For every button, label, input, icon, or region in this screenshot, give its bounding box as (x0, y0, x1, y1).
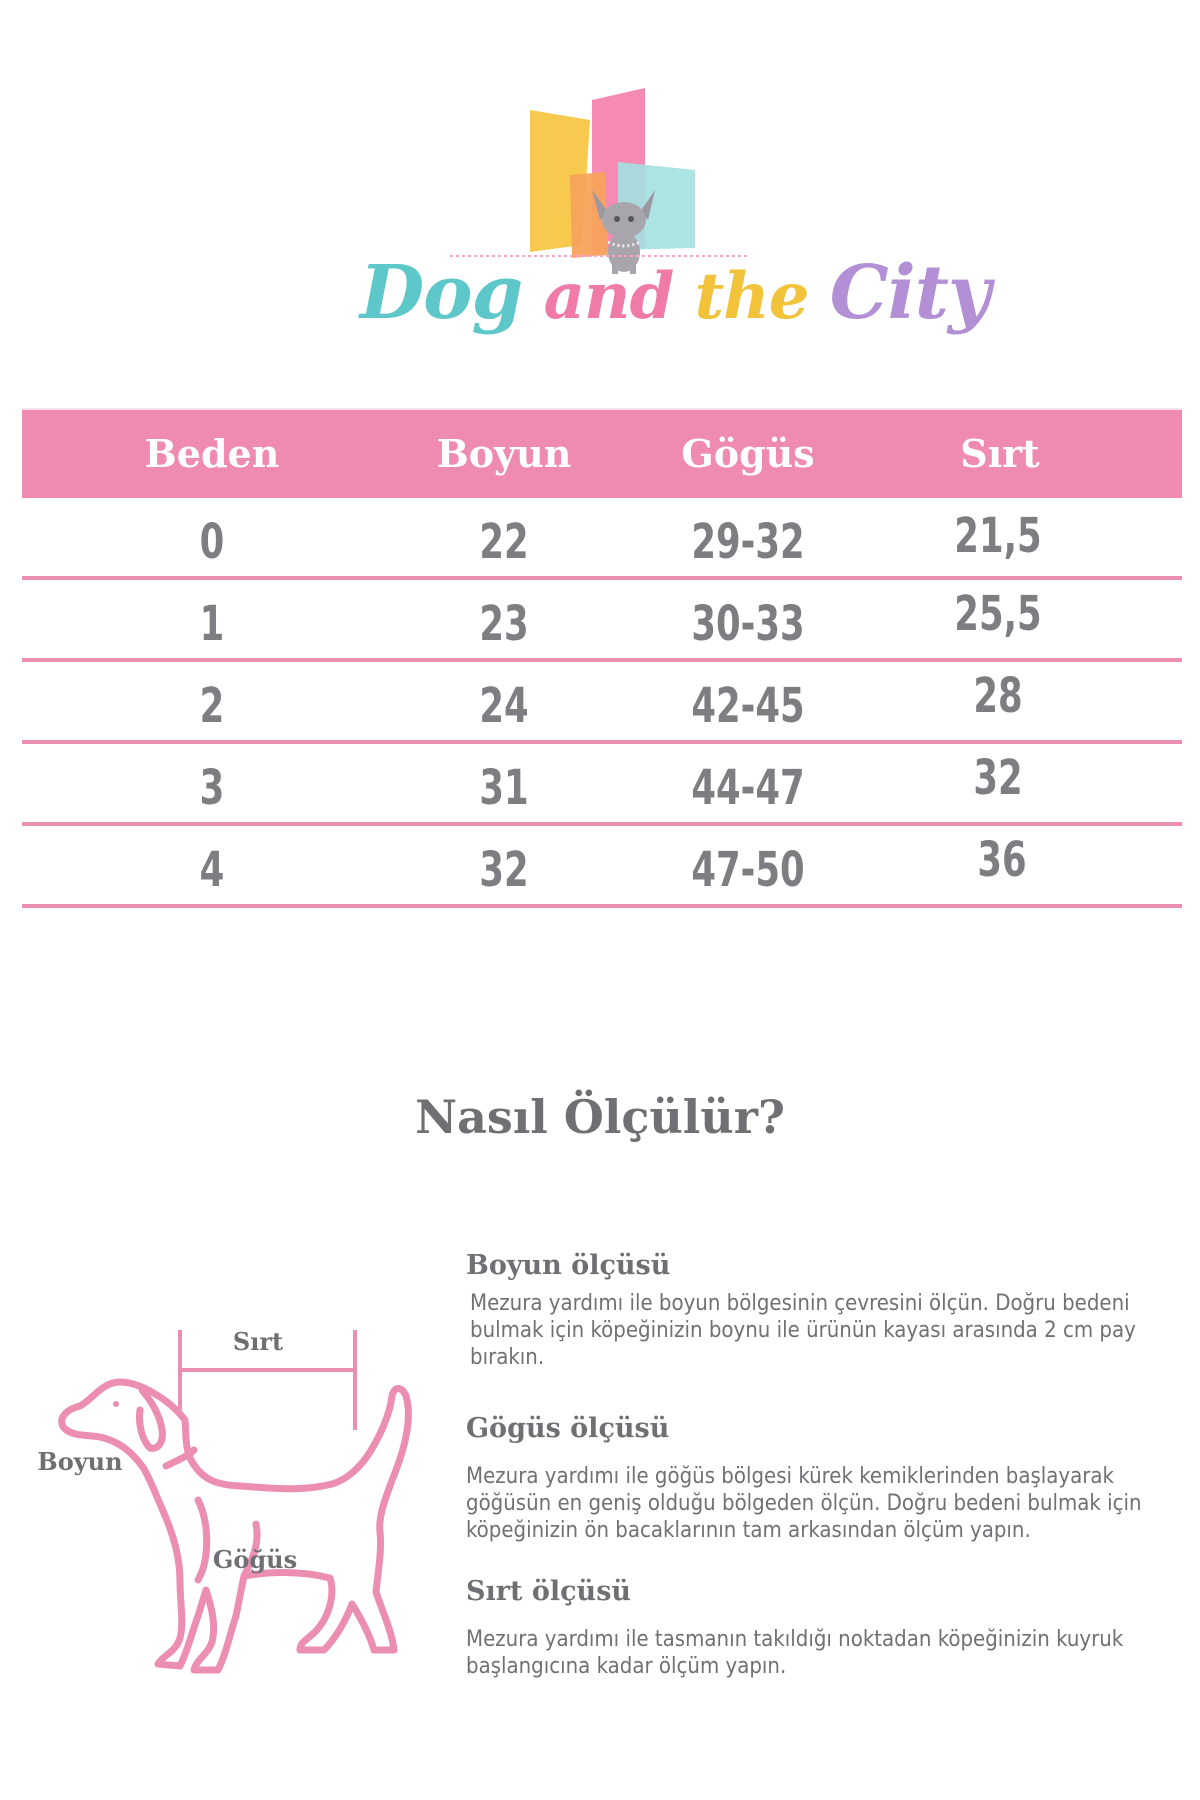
cell-boyun: 22 (479, 514, 529, 570)
header-beden: Beden (144, 431, 280, 476)
dog-measurement-diagram (30, 1320, 450, 1680)
instruction-chest (466, 1411, 1186, 1544)
header-sirt: Sırt (960, 431, 1040, 476)
size-table (22, 408, 1182, 908)
cell-boyun: 23 (479, 596, 529, 652)
guide-title: Nasıl Ölçülür? (415, 1090, 785, 1144)
instruction-text: Mezura yardımı ile göğüs bölgesi kürek kemiklerinden başlayarak göğüsün en geniş olduğu bölgeden ölçün. Doğru bedeni bulmak için köpeğinizin ön bacaklarının tam arkasından ölçüm yapın. (466, 1464, 1142, 1543)
cell-beden: 1 (199, 596, 225, 652)
brand-name (360, 248, 990, 342)
brand-word-dog: Dog (360, 250, 523, 336)
diagram-label-gogus: Göğüs (212, 1545, 298, 1574)
cell-boyun: 24 (479, 678, 529, 734)
instruction-text: Mezura yardımı ile tasmanın takıldığı noktadan köpeğinizin kuyruk başlangıcına kadar ölçüm yapın. (466, 1627, 1124, 1679)
dog-eye-icon (113, 1401, 119, 1407)
cell-sirt: 32 (973, 750, 1023, 806)
brand-word-the: the (694, 259, 809, 334)
table-row (22, 744, 1182, 826)
cell-boyun: 32 (479, 842, 529, 898)
table-header (22, 408, 1182, 498)
table-row (22, 826, 1182, 908)
instruction-title: Boyun ölçüsü (466, 1250, 671, 1281)
cell-gogus: 47-50 (691, 842, 805, 898)
table-row (22, 662, 1182, 744)
brand-word-and: and (543, 259, 674, 334)
cell-beden: 3 (199, 760, 225, 816)
brand-word-city: City (829, 250, 990, 336)
cell-gogus: 42-45 (691, 678, 805, 734)
cell-beden: 2 (199, 678, 225, 734)
cell-beden: 0 (199, 514, 225, 570)
diagram-label-boyun: Boyun (37, 1447, 123, 1476)
diagram-label-sirt: Sırt (232, 1327, 284, 1356)
cell-gogus: 29-32 (691, 514, 805, 570)
cell-gogus: 30-33 (691, 596, 805, 652)
instruction-text: Mezura yardımı ile boyun bölgesinin çevresini ölçün. Doğru bedeni bulmak için köpeğinizin boynu ile ürünün kayası arasında 2 cm pay bırakın. (470, 1291, 1136, 1370)
table-row (22, 498, 1182, 580)
cell-sirt: 21,5 (954, 508, 1042, 564)
cell-sirt: 25,5 (954, 586, 1042, 642)
instruction-title: Sırt ölçüsü (466, 1576, 632, 1607)
cell-boyun: 31 (479, 760, 529, 816)
instruction-title: Gögüs ölçüsü (466, 1413, 670, 1444)
header-boyun: Boyun (436, 431, 572, 476)
cell-sirt: 28 (973, 668, 1023, 724)
brand-logo (360, 80, 990, 350)
measurement-instructions (466, 1248, 1186, 1708)
header-gogus: Gögüs (681, 431, 815, 476)
cell-gogus: 44-47 (691, 760, 805, 816)
table-row (22, 580, 1182, 662)
instruction-neck (466, 1248, 1186, 1371)
instruction-back (466, 1574, 1186, 1680)
cell-sirt: 36 (977, 832, 1027, 888)
cell-beden: 4 (199, 842, 225, 898)
